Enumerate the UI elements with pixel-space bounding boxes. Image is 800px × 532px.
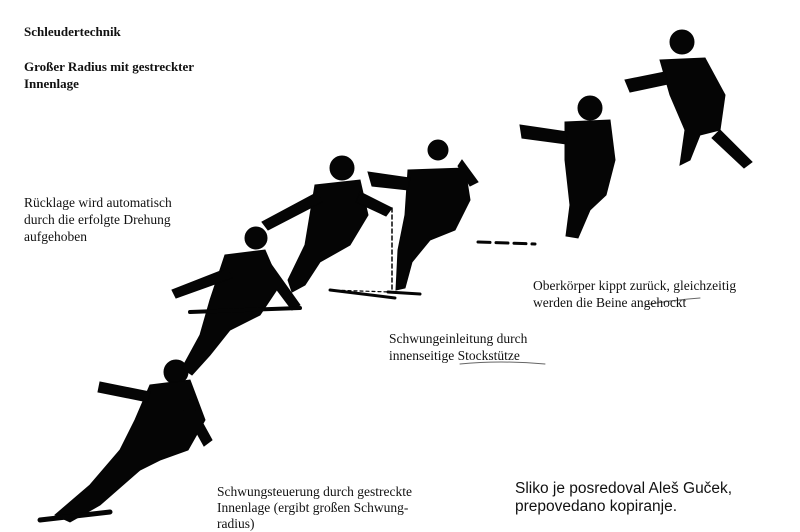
skier-silhouette-2 <box>172 227 300 375</box>
skier-silhouette-5 <box>478 96 615 244</box>
caption-oberkoerper: Oberkörper kippt zurück, gleichzeitig werden die Beine angehockt <box>533 278 737 310</box>
caption-ruecklage: Rücklage wird automatisch durch die erfolgte Drehung aufgehoben <box>24 195 172 244</box>
copyright-note: Sliko je posredoval Aleš Guček, prepovedano kopiranje. <box>515 480 733 515</box>
caption-schwungsteuerung: Schwungsteuerung durch gestreckte Innenlage (ergibt großen Schwung- radius) <box>217 484 412 531</box>
page-subtitle: Großer Radius mit gestreckter Innenlage <box>24 59 194 91</box>
skier-silhouette-6 <box>625 30 752 168</box>
page-title: Schleudertechnik <box>24 24 121 39</box>
caption-schwungeinleitung: Schwungeinleitung durch innenseitige Stockstütze <box>389 331 528 363</box>
skier-silhouette-1 <box>40 360 212 522</box>
skier-silhouette-4 <box>368 140 478 294</box>
